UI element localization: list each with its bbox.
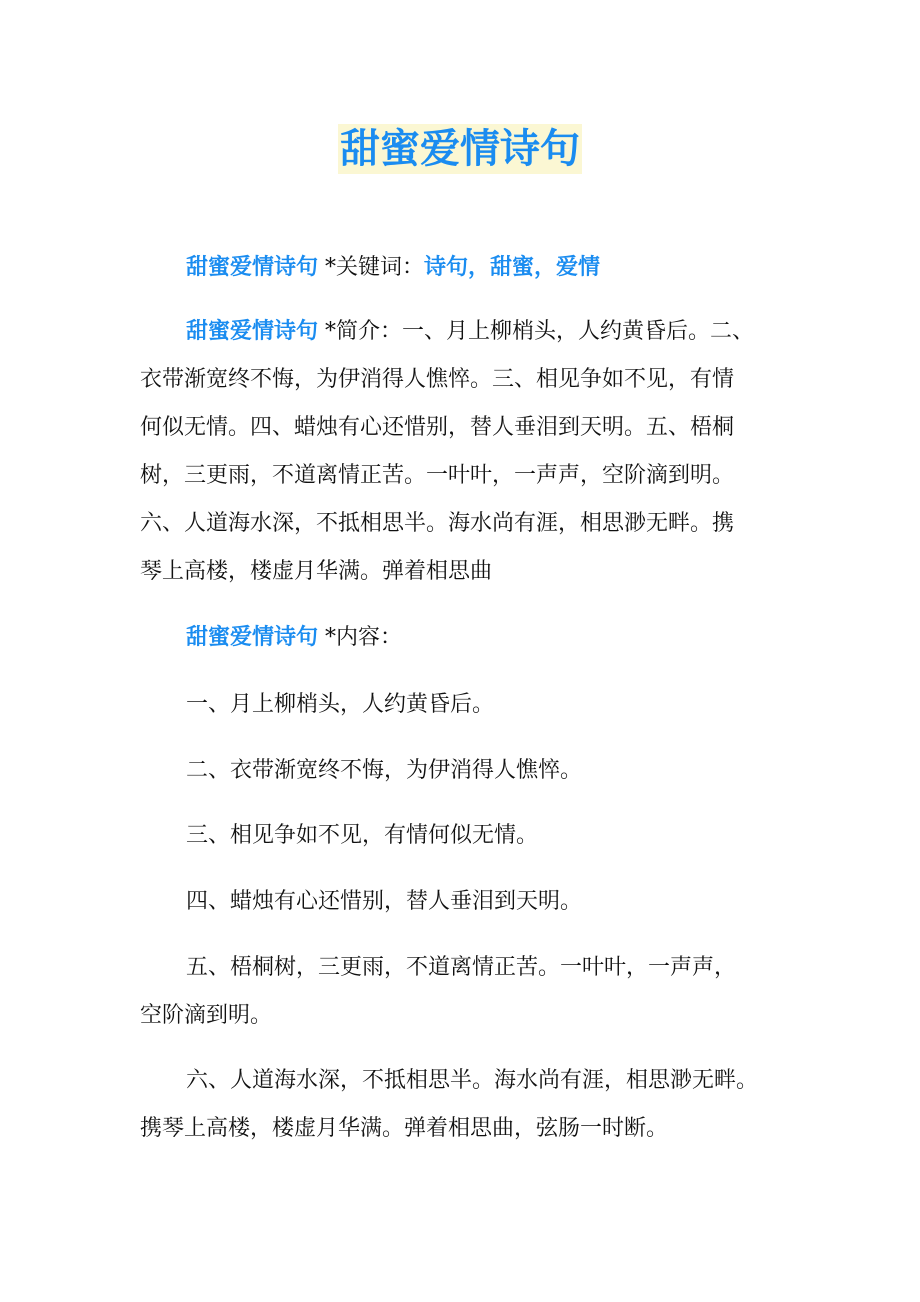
poem-line-6-a: 六、人道海水深，不抵相思半。海水尚有涯，相思渺无畔。 bbox=[186, 1068, 759, 1093]
poem-line-5-a: 五、梧桐树，三更雨，不道离情正苦。一叶叶，一声声， bbox=[186, 955, 737, 980]
summary-line-text: *简介：一、月上柳梢头，人约黄昏后。二、 bbox=[325, 319, 755, 344]
summary-line: 琴上高楼，楼虚月华满。弹着相思曲 bbox=[140, 559, 493, 584]
poem-line-5 bbox=[140, 944, 800, 1040]
poem-line-6-b: 携琴上高楼，楼虚月华满。弹着相思曲，弦肠一时断。 bbox=[140, 1116, 669, 1141]
poem-line-1: 一、月上柳梢头，人约黄昏后。 bbox=[186, 692, 495, 717]
summary-line: 何似无情。四、蜡烛有心还惜别，替人垂泪到天明。五、梧桐 bbox=[140, 415, 735, 440]
poem-line-2: 二、衣带渐宽终不悔，为伊消得人憔悴。 bbox=[186, 758, 583, 783]
summary-paragraph bbox=[140, 308, 800, 596]
content-label-highlight: 甜蜜爱情诗句 bbox=[186, 625, 319, 650]
summary-line: 树，三更雨，不道离情正苦。一叶叶，一声声，空阶滴到明。 bbox=[140, 463, 735, 488]
keywords-label-highlight: 甜蜜爱情诗句 bbox=[186, 255, 319, 280]
poem-line-3: 三、相见争如不见，有情何似无情。 bbox=[186, 823, 539, 848]
summary-line: 衣带渐宽终不悔，为伊消得人憔悴。三、相见争如不见，有情 bbox=[140, 367, 735, 392]
summary-line: 六、人道海水深，不抵相思半。海水尚有涯，相思渺无畔。携 bbox=[140, 511, 735, 536]
poem-line-5-b: 空阶滴到明。 bbox=[140, 1003, 273, 1028]
content-label: *内容： bbox=[325, 625, 403, 650]
keywords-label: *关键词： bbox=[325, 255, 425, 280]
keywords-line bbox=[140, 244, 846, 292]
page-title: 甜蜜爱情诗句 bbox=[340, 126, 580, 172]
poem-line-4: 四、蜡烛有心还惜别，替人垂泪到天明。 bbox=[186, 889, 583, 914]
keywords-value: 诗句，甜蜜，爱情 bbox=[424, 255, 601, 280]
poem-line-6 bbox=[140, 1057, 800, 1153]
summary-line bbox=[140, 308, 800, 356]
summary-label-highlight: 甜蜜爱情诗句 bbox=[186, 319, 319, 344]
content-heading bbox=[140, 614, 846, 662]
title-wrap bbox=[0, 124, 920, 174]
